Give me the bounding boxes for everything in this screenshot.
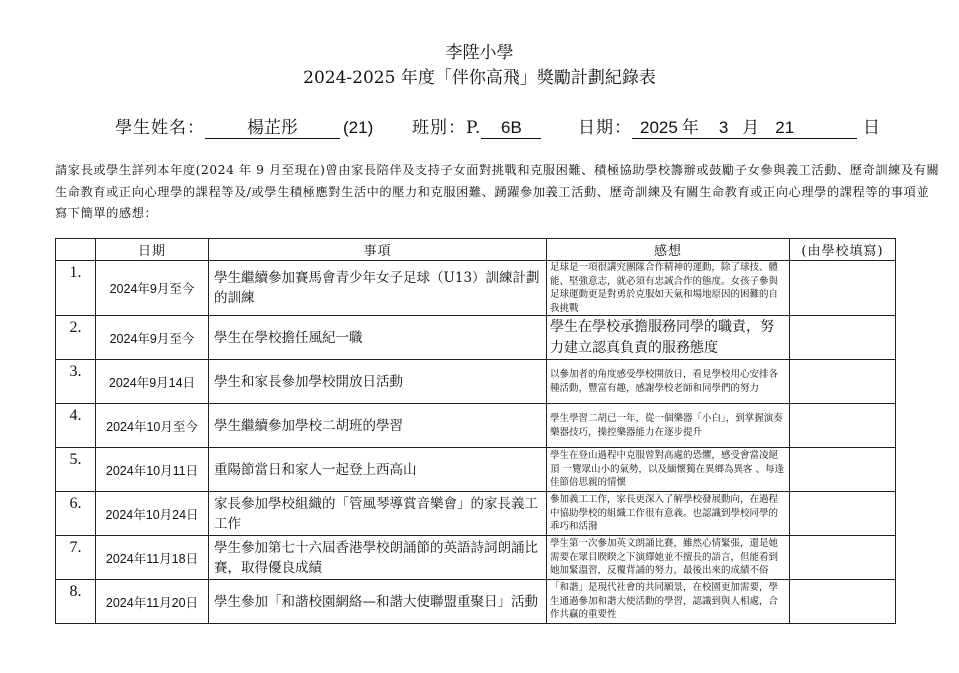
date-block bbox=[578, 113, 880, 139]
intro-paragraph: 請家長或學生詳列本年度(2024 年 9 月至現在)曾由家長陪伴及支持子女面對挑戰和克服困難、積極協助學校籌辦或鼓勵子女參與義工活動、歷奇訓練及有關生命教育或正向心理學的課程等及/或學生積極應對生活中的壓力和克服困難、踴躍參加義工活動、歷奇訓練及有關生命教育或正向心理學的課程等的事項並寫下簡單的感想： bbox=[55, 163, 940, 220]
header-number bbox=[56, 239, 96, 261]
date-year-unit: 年 bbox=[681, 118, 699, 138]
row-date: 2024年11月20日 bbox=[96, 580, 209, 624]
form-title: 2024-2025 年度「伴你高飛」獎勵計劃紀錄表 bbox=[303, 68, 656, 88]
row-thought: 足球是一項很講究團隊合作精神的運動，除了球技、體能、堅強意志，就必須有忠誠合作的態度。女孩子參與足球運動更是對勇於克服如天氣和場地原因的困難的自我挑戰 bbox=[547, 261, 790, 316]
date-label: 日期： bbox=[578, 118, 632, 138]
row-school-fill bbox=[790, 448, 896, 492]
table-row bbox=[56, 448, 896, 492]
class-value: 6B bbox=[481, 118, 541, 139]
header-date: 日期 bbox=[96, 239, 209, 261]
row-date: 2024年10月至今 bbox=[96, 404, 209, 448]
row-thought: 「和諧」是現代社會的共同願景，在校園更加需要，學生通過參加和諧大使活動的學習，認識到與人相處，合作共贏的重要性 bbox=[547, 580, 790, 624]
row-item: 學生繼續參加賽馬會青少年女子足球（U13）訓練計劃的訓練 bbox=[209, 261, 547, 316]
date-day-unit: 日 bbox=[863, 118, 880, 138]
row-item: 學生在學校擔任風紀一職 bbox=[209, 316, 547, 360]
table-row bbox=[56, 404, 896, 448]
row-number: 1. bbox=[56, 261, 96, 316]
row-school-fill bbox=[790, 580, 896, 624]
row-thought: 以參加者的角度感受學校開放日，看見學校用心安排各種活動，豐富有趣，感謝學校老師和同學們的努力 bbox=[547, 360, 790, 404]
class-number: (21) bbox=[343, 118, 374, 137]
row-date: 2024年9月至今 bbox=[96, 261, 209, 316]
table-row bbox=[56, 360, 896, 404]
row-date: 2024年9月14日 bbox=[96, 360, 209, 404]
class-label: 班別：P. bbox=[412, 118, 482, 138]
table-row bbox=[56, 536, 896, 580]
row-thought: 學生在學校承擔服務同學的職責，努力建立認真負責的服務態度 bbox=[547, 316, 790, 360]
student-name-block bbox=[115, 113, 373, 139]
row-number: 6. bbox=[56, 492, 96, 536]
activity-log-table bbox=[55, 238, 896, 624]
date-month-unit: 月 bbox=[742, 118, 760, 138]
table-row bbox=[56, 580, 896, 624]
row-school-fill bbox=[790, 261, 896, 316]
row-date: 2024年9月至今 bbox=[96, 316, 209, 360]
row-thought: 學生在登山過程中克服曾對高處的恐懼，感受會當凌絕頂 一覽眾山小的氣勢，以及緬懷獨在異鄉為異客 、每逢佳節倍思親的情懷 bbox=[547, 448, 790, 492]
row-number: 3. bbox=[56, 360, 96, 404]
date-value bbox=[632, 118, 857, 139]
row-number: 8. bbox=[56, 580, 96, 624]
row-number: 4. bbox=[56, 404, 96, 448]
row-item: 重陽節當日和家人一起登上西高山 bbox=[209, 448, 547, 492]
row-school-fill bbox=[790, 316, 896, 360]
row-item: 學生參加「和諧校園網絡—和諧大使聯盟重聚日」活動 bbox=[209, 580, 547, 624]
row-number: 5. bbox=[56, 448, 96, 492]
date-year: 2025 bbox=[640, 118, 678, 137]
header-thought: 感想 bbox=[547, 239, 790, 261]
table-header-row bbox=[56, 239, 896, 261]
date-month: 3 bbox=[718, 118, 729, 137]
row-item: 家長參加學校組織的「管風琴導賞音樂會」的家長義工工作 bbox=[209, 492, 547, 536]
row-thought: 學生第一次參加英文朗誦比賽，雖然心情緊張，還是她需要在眾目睽睽之下演繹她並不擅長的語言，但能看到她加緊溫習，反覆背誦的努力，最後出來的成績不俗 bbox=[547, 536, 790, 580]
row-school-fill bbox=[790, 492, 896, 536]
date-day: 21 bbox=[775, 118, 795, 137]
row-thought: 參加義工工作，家長更深入了解學校發展動向，在過程中協助學校的組織工作很有意義。也認識到學校同學的乖巧和活潑 bbox=[547, 492, 790, 536]
row-date: 2024年10月24日 bbox=[96, 492, 209, 536]
table-row bbox=[56, 316, 896, 360]
row-number: 7. bbox=[56, 536, 96, 580]
row-item: 學生繼續參加學校二胡班的學習 bbox=[209, 404, 547, 448]
table-row bbox=[56, 261, 896, 316]
header-school-fill: (由學校填寫) bbox=[790, 239, 896, 261]
row-date: 2024年11月18日 bbox=[96, 536, 209, 580]
header-item: 事項 bbox=[209, 239, 547, 261]
row-date: 2024年10月11日 bbox=[96, 448, 209, 492]
row-number: 2. bbox=[56, 316, 96, 360]
row-school-fill bbox=[790, 404, 896, 448]
class-block bbox=[412, 113, 541, 139]
row-thought: 學生學習二胡已一年，從一個樂器「小白」，到掌握演奏樂器技巧，操控樂器能力在逐步提升 bbox=[547, 404, 790, 448]
row-school-fill bbox=[790, 360, 896, 404]
row-item: 學生和家長參加學校開放日活動 bbox=[209, 360, 547, 404]
student-name-label: 學生姓名： bbox=[115, 118, 205, 138]
row-item: 學生參加第七十六屆香港學校朗誦節的英語詩詞朗誦比賽，取得優良成績 bbox=[209, 536, 547, 580]
student-name-value: 楊芷彤 bbox=[205, 118, 340, 139]
school-name: 李陞小學 bbox=[445, 43, 514, 63]
row-school-fill bbox=[790, 536, 896, 580]
table-row bbox=[56, 492, 896, 536]
